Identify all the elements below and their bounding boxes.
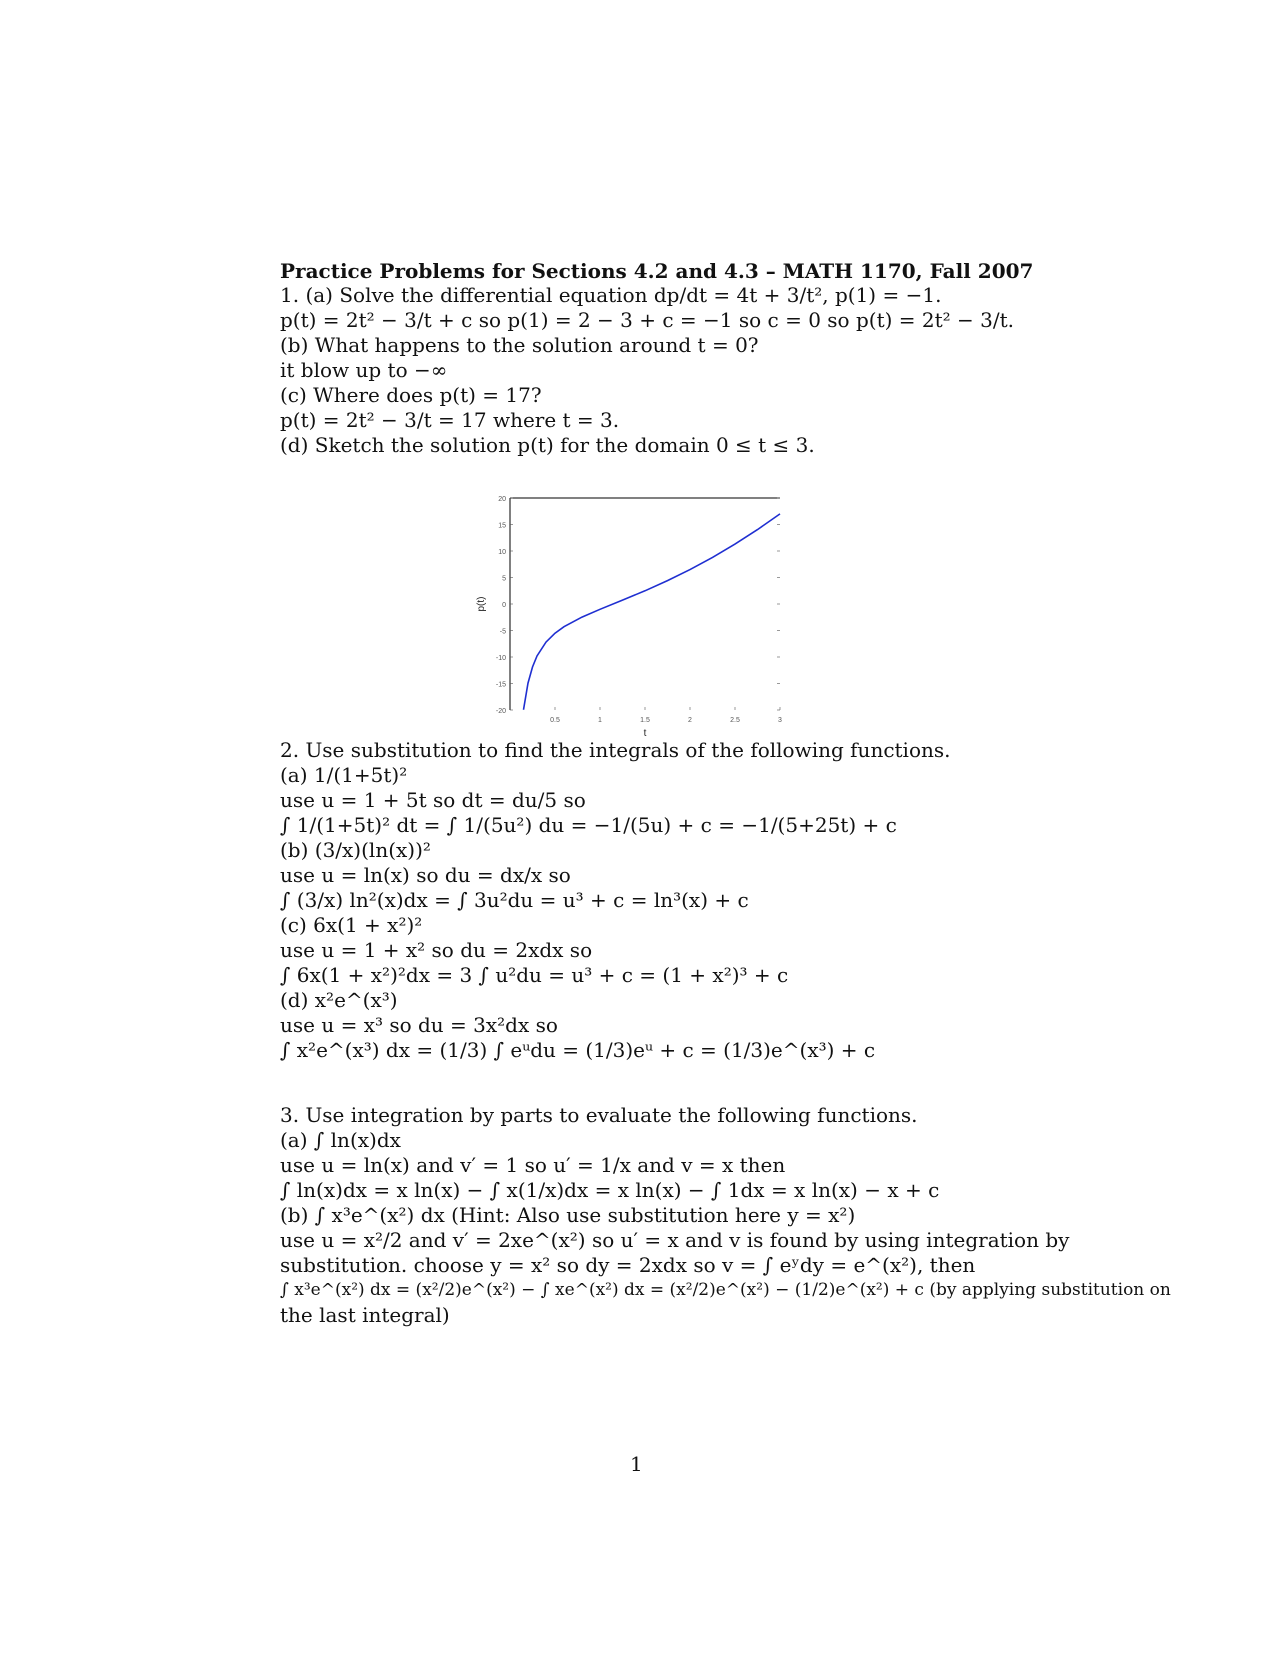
x-tick-label: 1.5	[640, 717, 650, 724]
problem-3a-result: ∫ ln(x)dx = x ln(x) − ∫ x(1/x)dx = x ln(x) − ∫ 1dx = x ln(x) − x + c	[280, 1178, 940, 1202]
problem-3a: (a) ∫ ln(x)dx	[280, 1128, 401, 1152]
solution-plot	[470, 488, 790, 738]
problem-2c: (c) 6x(1 + x²)²	[280, 913, 423, 937]
page-number: 1	[630, 1452, 643, 1476]
problem-1a: 1. (a) Solve the differential equation dp/dt = 4t + 3/t², p(1) = −1.	[280, 283, 942, 307]
x-tick-label: 2	[688, 717, 692, 724]
problem-2d-substitution: use u = x³ so du = 3x²dx so	[280, 1013, 558, 1037]
problem-2d-result: ∫ x²e^(x³) dx = (1/3) ∫ eᵘdu = (1/3)eᵘ + c = (1/3)e^(x³) + c	[280, 1038, 876, 1062]
x-tick-label: 3	[778, 717, 782, 724]
solution-curve	[524, 514, 781, 710]
problem-1d: (d) Sketch the solution p(t) for the domain 0 ≤ t ≤ 3.	[280, 433, 815, 457]
problem-2b: (b) (3/x)(ln(x))²	[280, 838, 431, 862]
x-axis-label: t	[643, 728, 647, 738]
problem-3-intro: 3. Use integration by parts to evaluate the following functions.	[280, 1103, 918, 1127]
y-tick-label: 0	[502, 602, 506, 609]
y-tick-label: -15	[495, 681, 506, 689]
y-tick-label: 10	[498, 549, 506, 556]
problem-sheet	[280, 258, 1171, 1328]
problem-3b-result-2: the last integral)	[280, 1303, 450, 1327]
problem-1c-solution: p(t) = 2t² − 3/t = 17 where t = 3.	[280, 408, 620, 432]
problem-1a-solution: p(t) = 2t² − 3/t + c so p(1) = 2 − 3 + c = −1 so c = 0 so p(t) = 2t² − 3/t.	[280, 308, 1014, 332]
y-tick-label: -5	[499, 628, 506, 636]
problem-3b-substitution-1: use u = x²/2 and v′ = 2xe^(x²) so u′ = x and v is found by using integration by	[280, 1228, 1070, 1252]
problem-2b-substitution: use u = ln(x) so du = dx/x so	[280, 863, 571, 887]
problem-1b-solution: it blow up to −∞	[280, 358, 448, 382]
x-tick-label: 0.5	[550, 717, 560, 724]
problem-3b-result-1: ∫ x³e^(x²) dx = (x²/2)e^(x²) − ∫ xe^(x²) dx = (x²/2)e^(x²) − (1/2)e^(x²) + c (by applying substitution on	[280, 1280, 1171, 1300]
problem-1c: (c) Where does p(t) = 17?	[280, 383, 542, 407]
problem-2a: (a) 1/(1+5t)²	[280, 763, 408, 787]
problem-2a-substitution: use u = 1 + 5t so dt = du/5 so	[280, 788, 586, 812]
problem-3b-substitution-2: substitution. choose y = x² so dy = 2xdx so v = ∫ eʸdy = e^(x²), then	[280, 1253, 976, 1277]
problem-2c-result: ∫ 6x(1 + x²)²dx = 3 ∫ u²du = u³ + c = (1 + x²)³ + c	[280, 963, 789, 987]
x-tick-label: 2.5	[730, 717, 740, 724]
x-tick-label: 1	[598, 717, 602, 724]
problem-2d: (d) x²e^(x³)	[280, 988, 398, 1012]
y-tick-label: -20	[495, 708, 506, 715]
problem-2a-result: ∫ 1/(1+5t)² dt = ∫ 1/(5u²) du = −1/(5u) + c = −1/(5+25t) + c	[280, 813, 897, 837]
y-axis-label: p(t)	[476, 596, 487, 612]
problem-2b-result: ∫ (3/x) ln²(x)dx = ∫ 3u²du = u³ + c = ln³(x) + c	[280, 888, 749, 912]
problem-2c-substitution: use u = 1 + x² so du = 2xdx so	[280, 938, 593, 962]
y-tick-label: 5	[502, 575, 506, 583]
y-tick-label: 20	[498, 496, 506, 503]
problem-3b: (b) ∫ x³e^(x²) dx (Hint: Also use substitution here y = x²)	[280, 1203, 856, 1227]
problem-2-intro: 2. Use substitution to find the integrals of the following functions.	[280, 738, 951, 762]
y-tick-label: 15	[498, 522, 506, 530]
problem-1b: (b) What happens to the solution around t = 0?	[280, 333, 759, 357]
section-gap	[280, 1063, 1000, 1103]
y-tick-label: -10	[495, 655, 506, 662]
plot-svg	[470, 488, 790, 738]
problem-3a-substitution: use u = ln(x) and v′ = 1 so u′ = 1/x and v = x then	[280, 1153, 786, 1177]
page-title: Practice Problems for Sections 4.2 and 4.3 – MATH 1170, Fall 2007	[280, 259, 1034, 283]
